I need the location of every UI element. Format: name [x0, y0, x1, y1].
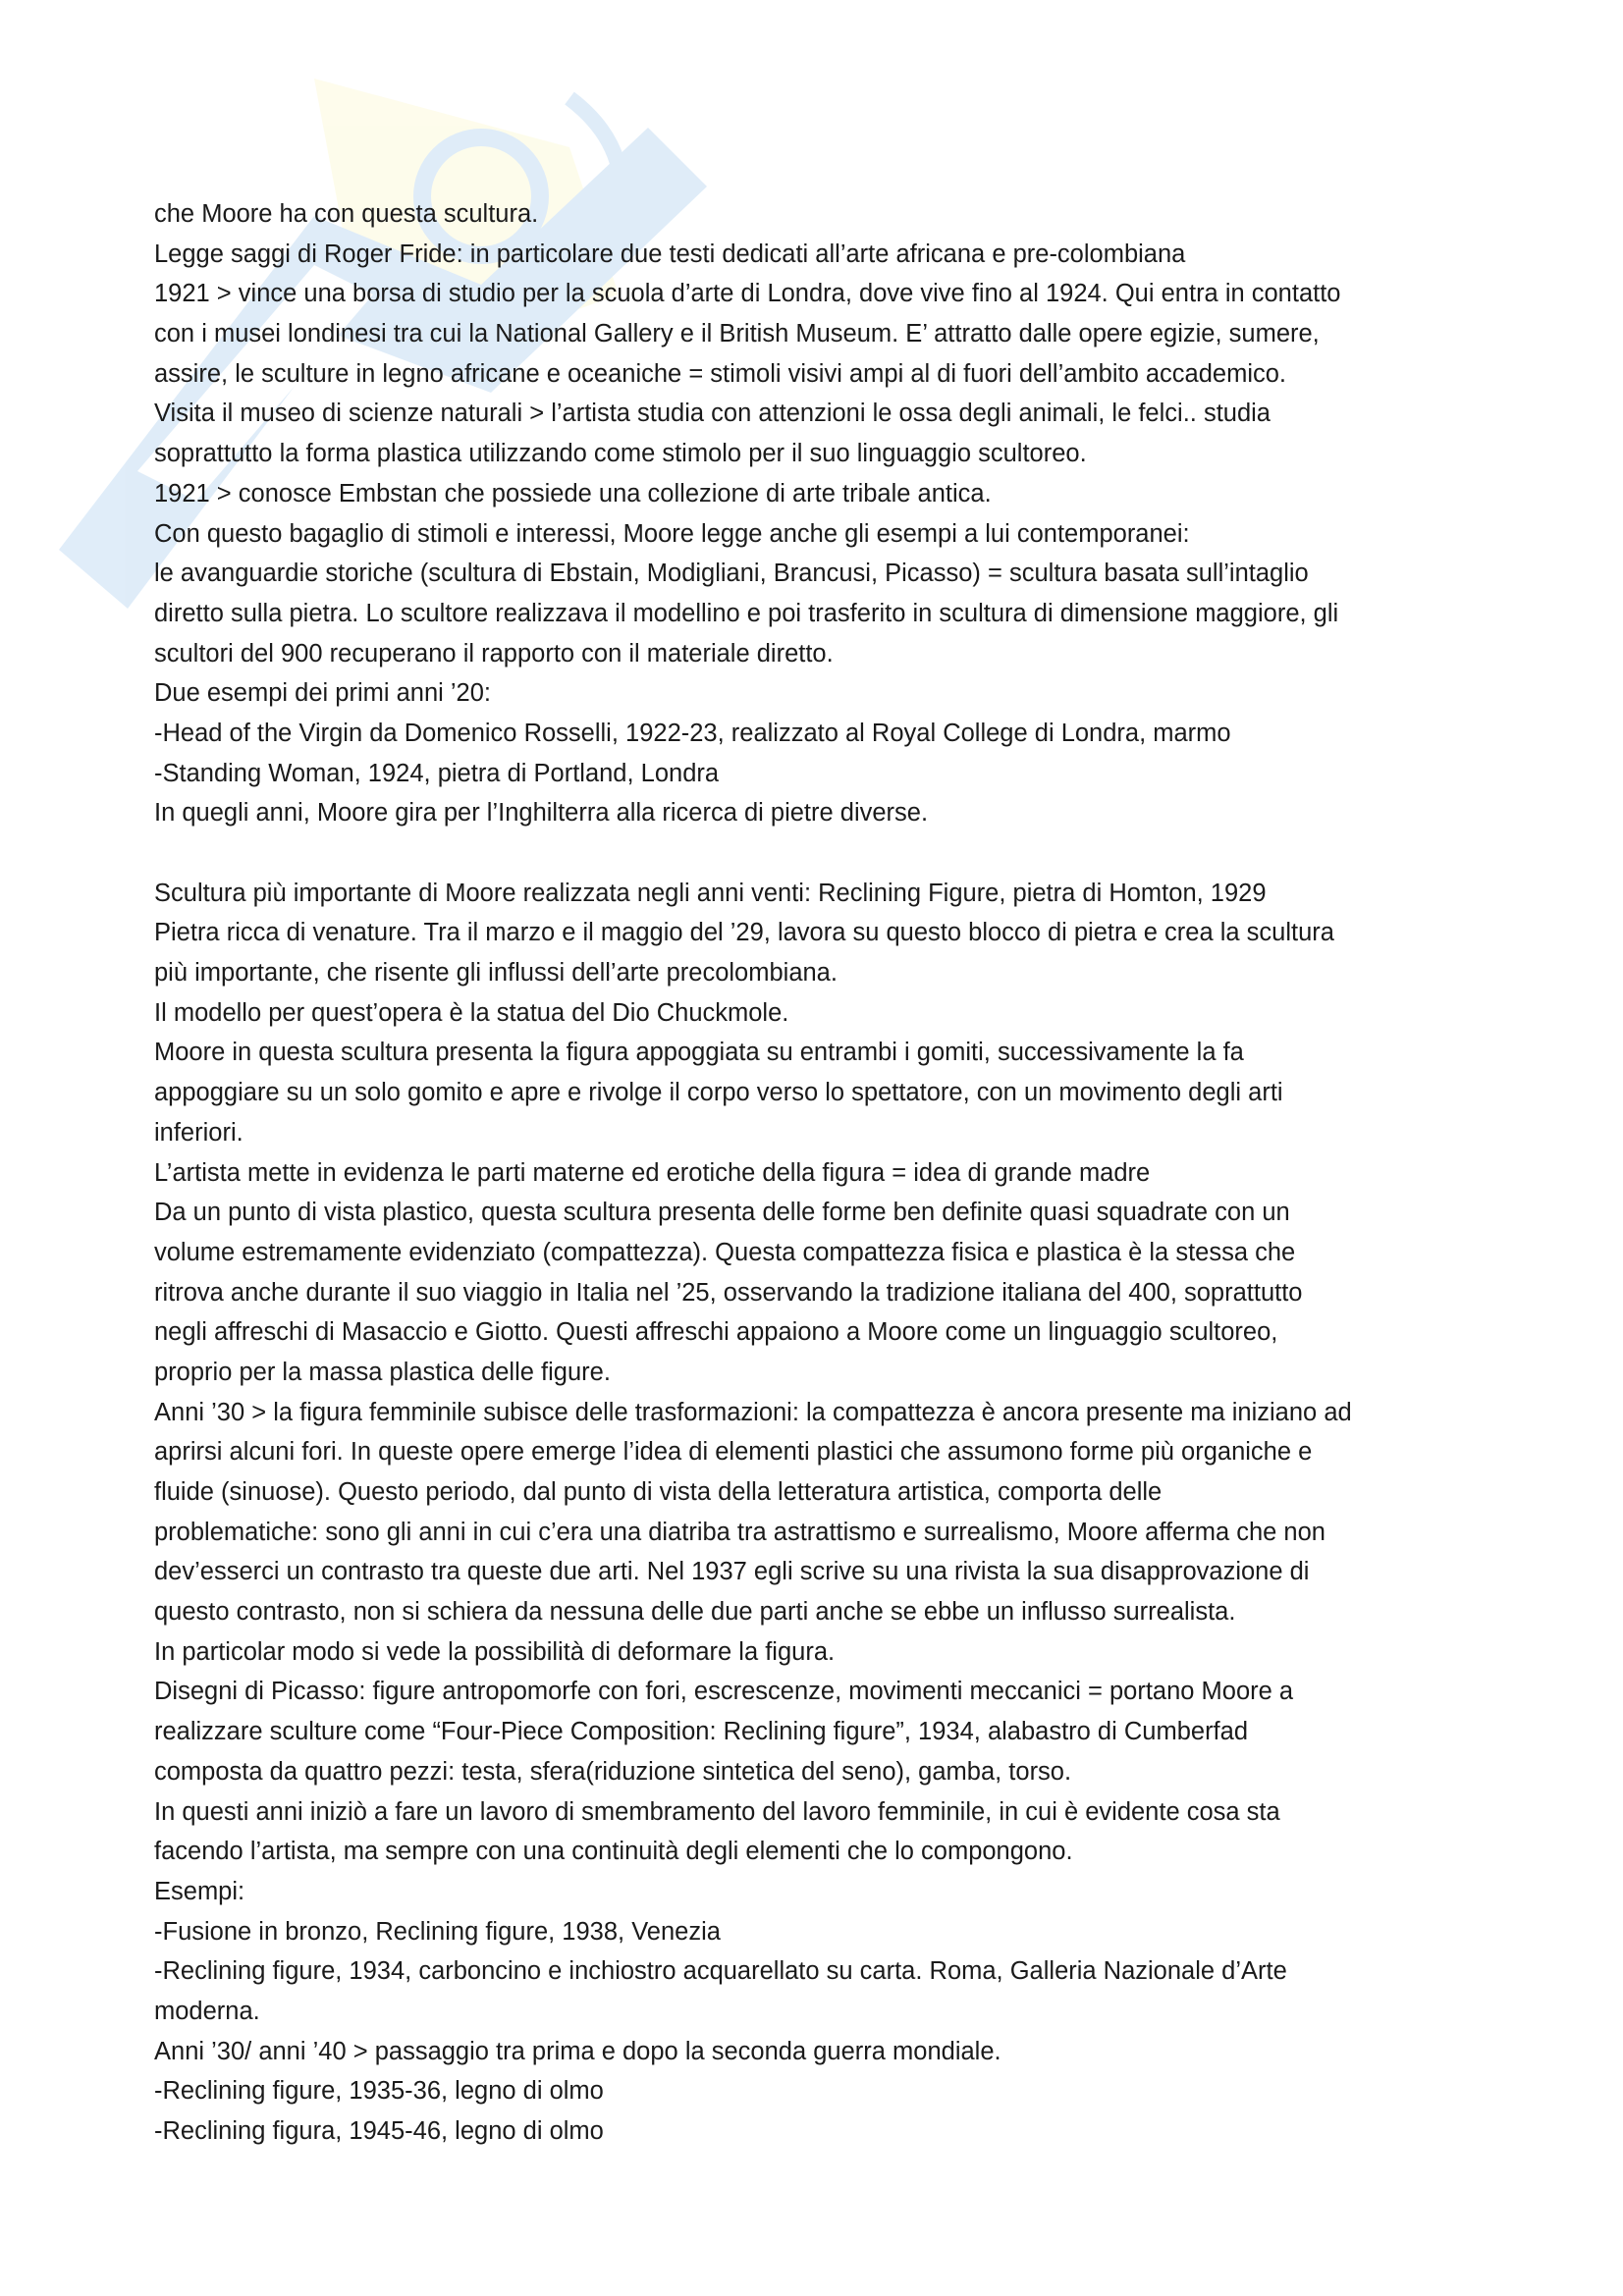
text-line: -Reclining figure, 1935-36, legno di olmo — [154, 2077, 604, 2106]
text-line: Scultura più importante di Moore realizzata negli anni venti: Reclining Figure, pietra di Homton, 1929 — [154, 879, 1267, 907]
text-line: moderna. — [154, 1997, 260, 2025]
document-body — [154, 194, 1499, 2191]
text-line: Da un punto di vista plastico, questa scultura presenta delle forme ben definite quasi squadrate con un — [154, 1199, 1290, 1227]
text-line: proprio per la massa plastica delle figure. — [154, 1358, 611, 1386]
text-line: In questi anni iniziò a fare un lavoro di smembramento del lavoro femminile, in cui è evidente cosa sta — [154, 1797, 1280, 1826]
text-line: composta da quattro pezzi: testa, sfera(riduzione sintetica del seno), gamba, torso. — [154, 1757, 1072, 1786]
text-line: più importante, che risente gli influssi dell’arte precolombiana. — [154, 959, 838, 988]
text-line: Con questo bagaglio di stimoli e interessi, Moore legge anche gli esempi a lui contemporanei: — [154, 519, 1190, 548]
text-line: volume estremamente evidenziato (compattezza). Questa compattezza fisica e plastica è la stessa che — [154, 1238, 1296, 1266]
text-line: le avanguardie storiche (scultura di Ebstain, Modigliani, Brancusi, Picasso) = scultura basata sull’intaglio — [154, 560, 1309, 588]
text-line: fluide (sinuose). Questo periodo, dal punto di vista della letteratura artistica, comporta delle — [154, 1478, 1163, 1506]
text-line: aprirsi alcuni fori. In queste opere emerge l’idea di elementi plastici che assumono forme più organiche e — [154, 1438, 1313, 1467]
text-line: -Fusione in bronzo, Reclining figure, 1938, Venezia — [154, 1917, 721, 1946]
text-line: -Head of the Virgin da Domenico Rosselli, 1922-23, realizzato al Royal College di Londra, marmo — [154, 719, 1231, 747]
text-line: In particolar modo si vede la possibilità di deformare la figura. — [154, 1637, 836, 1666]
text-line: Due esempi dei primi anni ’20: — [154, 679, 492, 708]
text-line: assire, le sculture in legno africane e oceaniche = stimoli visivi ampi al di fuori dell’ambito accademico. — [154, 359, 1287, 388]
text-line — [154, 2152, 1499, 2192]
text-line: inferiori. — [154, 1118, 243, 1147]
text-line: L’artista mette in evidenza le parti materne ed erotiche della figura = idea di grande madre — [154, 1158, 1151, 1187]
text-line: Pietra ricca di venature. Tra il marzo e il maggio del ’29, lavora su questo blocco di pietra e crea la scultura — [154, 919, 1334, 947]
text-line: Anni ’30/ anni ’40 > passaggio tra prima e dopo la seconda guerra mondiale. — [154, 2037, 1001, 2065]
text-line: Moore in questa scultura presenta la figura appoggiata su entrambi i gomiti, successivamente la fa — [154, 1039, 1244, 1067]
text-line: soprattutto la forma plastica utilizzando come stimolo per il suo linguaggio scultoreo. — [154, 440, 1087, 468]
paragraph-spacer — [154, 833, 1499, 874]
text-line: questo contrasto, non si schiera da nessuna delle due parti anche se ebbe un influsso surrealista. — [154, 1598, 1236, 1627]
text-line: negli affreschi di Masaccio e Giotto. Questi affreschi appaiono a Moore come un linguaggio scultoreo, — [154, 1318, 1278, 1347]
text-line: ritrova anche durante il suo viaggio in Italia nel ’25, osservando la tradizione italiana del 400, soprattutto — [154, 1278, 1303, 1307]
text-line: che Moore ha con questa scultura. — [154, 200, 539, 228]
text-line: appoggiare su un solo gomito e apre e rivolge il corpo verso lo spettatore, con un movimento degli arti — [154, 1079, 1283, 1107]
text-line: dev’esserci un contrasto tra queste due arti. Nel 1937 egli scrive su una rivista la sua disapprovazione di — [154, 1558, 1310, 1586]
text-line: scultori del 900 recuperano il rapporto con il materiale diretto. — [154, 639, 834, 667]
text-line: -Reclining figure, 1934, carboncino e inchiostro acquarellato su carta. Roma, Galleria Nazionale d’Arte — [154, 1957, 1287, 1986]
text-line: facendo l’artista, ma sempre con una continuità degli elementi che lo compongono. — [154, 1838, 1073, 1866]
text-line: Esempi: — [154, 1877, 245, 1905]
text-line: Anni ’30 > la figura femminile subisce delle trasformazioni: la compattezza è ancora presente ma iniziano ad — [154, 1398, 1352, 1426]
text-line: -Reclining figura, 1945-46, legno di olmo — [154, 2117, 604, 2145]
text-line: Disegni di Picasso: figure antropomorfe con fori, escrescenze, movimenti meccanici = portano Moore a — [154, 1678, 1294, 1706]
text-line: In quegli anni, Moore gira per l’Inghilterra alla ricerca di pietre diverse. — [154, 799, 929, 828]
text-line: diretto sulla pietra. Lo scultore realizzava il modellino e poi trasferito in scultura di dimensione maggiore, gli — [154, 599, 1339, 627]
text-line: problematiche: sono gli anni in cui c’era una diatriba tra astrattismo e surrealismo, Moore afferma che non — [154, 1518, 1325, 1546]
text-line: realizzare sculture come “Four-Piece Composition: Reclining figure”, 1934, alabastro di Cumberfad — [154, 1718, 1249, 1746]
text-line: con i musei londinesi tra cui la National Gallery e il British Museum. E’ attratto dalle opere egizie, sumere, — [154, 320, 1320, 348]
text-line: Legge saggi di Roger Fride: in particolare due testi dedicati all’arte africana e pre-colombiana — [154, 240, 1186, 268]
text-line: Il modello per quest’opera è la statua del Dio Chuckmole. — [154, 998, 789, 1027]
text-line: 1921 > conosce Embstan che possiede una collezione di arte tribale antica. — [154, 479, 992, 507]
text-line: Visita il museo di scienze naturali > l’artista studia con attenzioni le ossa degli animali, le felci.. studia — [154, 400, 1271, 428]
text-line: 1921 > vince una borsa di studio per la scuola d’arte di Londra, dove vive fino al 1924. Qui entra in contatto — [154, 280, 1341, 308]
text-line: -Standing Woman, 1924, pietra di Portland, Londra — [154, 759, 720, 787]
